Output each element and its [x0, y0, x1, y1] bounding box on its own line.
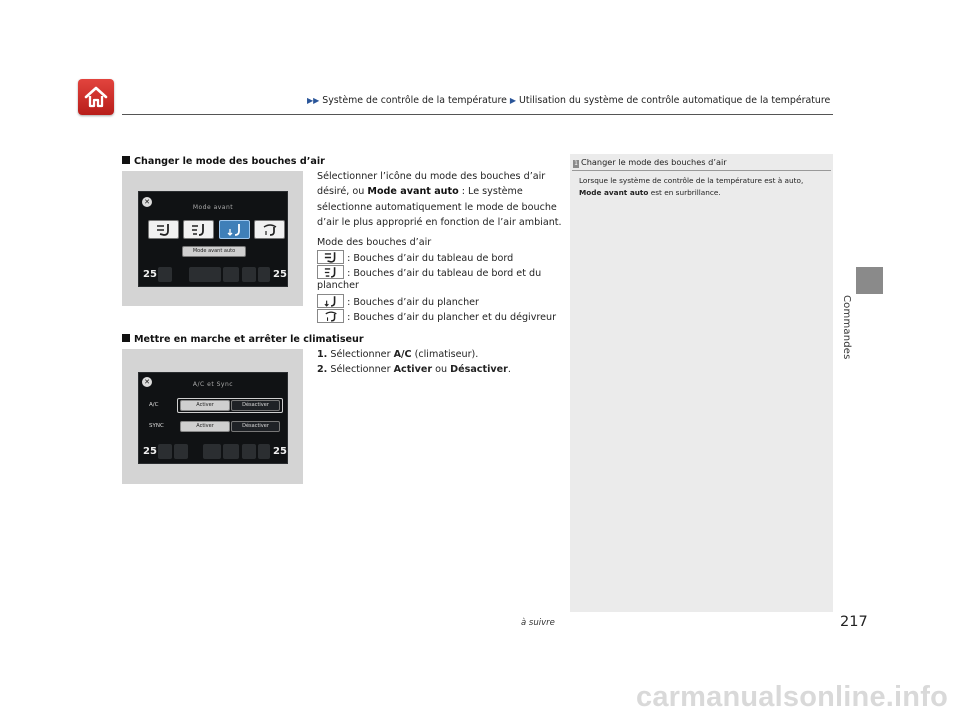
- mode-description: : Bouches d’air du plancher et du dégivreur: [347, 312, 557, 323]
- sync-on-button: Activer: [180, 421, 230, 432]
- step-2: [317, 364, 511, 375]
- dashboard-vent-icon: [317, 250, 344, 264]
- auto-mode-term: Mode avant auto: [367, 186, 459, 198]
- chapter-tab-label[interactable]: [841, 295, 868, 365]
- ac-on-button: Activer: [180, 400, 230, 411]
- mode-button-dashboard: [148, 220, 179, 239]
- close-icon: ✕: [142, 197, 152, 207]
- note-divider: [572, 170, 831, 171]
- step-text: Sélectionner: [330, 349, 394, 360]
- recirculation-icon: [223, 267, 239, 282]
- mode-row-floor-defrost: [317, 309, 556, 323]
- section-bullet-icon: [122, 156, 130, 164]
- breadcrumb-arrow-icon: ▶: [509, 96, 517, 105]
- close-icon: ✕: [142, 377, 152, 387]
- fan-icon: [203, 444, 221, 459]
- dashboard-floor-vent-icon: [191, 223, 208, 237]
- ac-screen-illustration: [122, 349, 303, 484]
- chapter-tab-marker[interactable]: [856, 267, 883, 294]
- dashboard-floor-vent-icon: [317, 265, 344, 279]
- modes-heading: Mode des bouches d’air: [317, 237, 432, 248]
- watermark-text: carmanualsonline.info: [636, 681, 948, 713]
- step-number: 1.: [317, 349, 328, 360]
- header-divider: [122, 114, 833, 115]
- recirculation-icon: [223, 444, 239, 459]
- step-text: ou: [432, 364, 451, 375]
- section-title-ac: [122, 334, 364, 345]
- row-label-ac: A/C: [149, 402, 159, 408]
- mode-description: : Bouches d’air du tableau de bord et du: [347, 268, 542, 279]
- floor-vent-icon: [174, 444, 188, 459]
- temperature-left: 25: [143, 269, 157, 280]
- note-line: Lorsque le système de contrôle de la température est à auto,: [579, 176, 804, 185]
- breadcrumb-link-auto-climate[interactable]: Utilisation du système de contrôle automatique de la température: [519, 95, 831, 106]
- seat-heater-icon: [158, 444, 172, 459]
- mode-row-dashboard-floor: [317, 265, 541, 279]
- step-number: 2.: [317, 364, 328, 375]
- rear-defrost-icon: [242, 267, 256, 282]
- mode-screen-illustration: [122, 171, 303, 306]
- mode-button-dashboard-floor: [183, 220, 214, 239]
- section-title-vent-mode: [122, 156, 325, 167]
- step-text: (climatiseur).: [411, 349, 479, 360]
- section-title-text: Changer le mode des bouches d’air: [134, 156, 325, 167]
- mode-row-dashboard: [317, 250, 513, 264]
- breadcrumb-arrow-icon: ▶▶: [307, 96, 320, 105]
- paragraph-line: : Le système: [458, 186, 523, 198]
- note-body: [579, 175, 829, 198]
- ac-off-button: Désactiver: [231, 400, 280, 411]
- note-title: Changer le mode des bouches d’air: [581, 157, 727, 167]
- home-button[interactable]: [78, 79, 114, 115]
- fan-icon: [189, 267, 221, 282]
- paragraph-line: désiré, ou: [317, 186, 368, 198]
- auto-mode-button: Mode avant auto: [182, 246, 246, 257]
- seat-heater-icon: [258, 444, 270, 459]
- home-icon: [83, 84, 109, 110]
- seat-heater-icon: [258, 267, 270, 282]
- breadcrumb: [307, 95, 830, 106]
- note-panel: [570, 154, 833, 612]
- floor-vent-icon: [227, 223, 244, 237]
- note-heading[interactable]: [573, 157, 727, 168]
- step-term: Désactiver: [450, 364, 508, 375]
- page-number: 217: [840, 614, 868, 630]
- mode-row-continuation: plancher: [317, 280, 359, 291]
- paragraph-line: d’air le plus approprié en fonction de l’air ambiant.: [317, 216, 562, 228]
- mode-button-floor-selected: [219, 220, 250, 239]
- mode-row-floor: [317, 294, 479, 308]
- mode-button-floor-defrost: [254, 220, 285, 239]
- note-term: Mode avant auto: [579, 187, 649, 197]
- step-1: [317, 349, 478, 360]
- step-term: Activer: [393, 364, 433, 375]
- floor-defrost-vent-icon: [262, 223, 279, 237]
- continued-label: à suivre: [521, 618, 555, 628]
- breadcrumb-link-climate[interactable]: Système de contrôle de la température: [322, 95, 507, 106]
- mode-description: : Bouches d’air du tableau de bord: [347, 253, 514, 264]
- dashboard-vent-icon: [156, 223, 173, 237]
- temperature-left: 25: [143, 446, 157, 457]
- screen-title: Mode avant: [192, 204, 234, 211]
- paragraph-line: sélectionne automatiquement le mode de bouche: [317, 201, 557, 213]
- paragraph-line: Sélectionner l’icône du mode des bouches d’air: [317, 171, 546, 182]
- step-term: A/C: [393, 349, 412, 360]
- screen-title: A/C et Sync: [192, 381, 234, 388]
- section-bullet-icon: [122, 334, 130, 342]
- note-line: est en surbrillance.: [648, 187, 721, 197]
- floor-vent-icon: [317, 294, 344, 308]
- mode-screen-display: [138, 191, 288, 287]
- vent-mode-paragraph: [317, 169, 562, 230]
- temperature-right: 25: [273, 446, 287, 457]
- sync-off-button: Désactiver: [231, 421, 280, 432]
- temperature-right: 25: [273, 269, 287, 280]
- rear-defrost-icon: [242, 444, 256, 459]
- ac-screen-display: [138, 372, 288, 464]
- step-text: Sélectionner: [330, 364, 394, 375]
- row-label-sync: SYNC: [149, 423, 164, 429]
- mode-description: : Bouches d’air du plancher: [347, 297, 479, 308]
- step-text: .: [507, 364, 511, 375]
- section-title-text: Mettre en marche et arrêter le climatiseur: [134, 334, 364, 345]
- watermark: [0, 677, 960, 721]
- chapter-tab-text: Commandes: [841, 295, 852, 360]
- note-number-badge: 1: [574, 160, 578, 167]
- seat-heater-icon: [158, 267, 172, 282]
- floor-defrost-vent-icon: [317, 309, 344, 323]
